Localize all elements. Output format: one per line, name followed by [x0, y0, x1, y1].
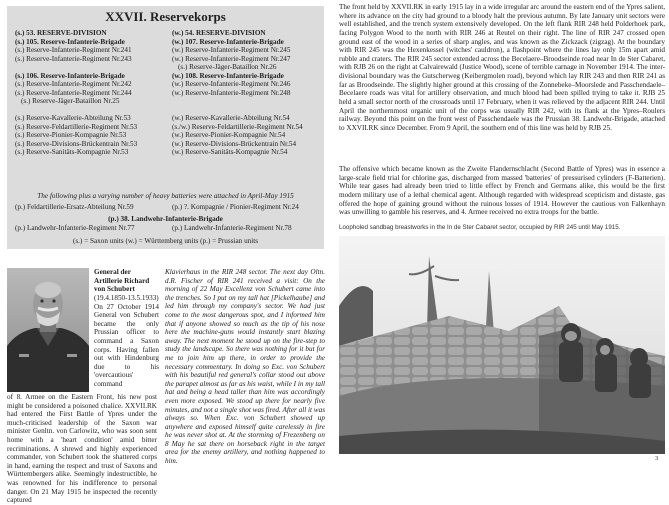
right-paragraph-1: The front held by XXVII.RK in early 1915 lay in a wide irregular arc around the eastern end of the Ypres salient, where its advance on the city had ground to a bloody halt the previous autumn. By late January unit sectors were well established, and the trench system extensively developed. On the left flank RIR 248 held Polderhoek park, facing Polygon Wood to the north with RIR 246 at Reutel on their right. The line of RIR 247 crossed open ground east of the wood in a series of sharp angles, and was known as the Zickzack (zigzag). At the boundary with RIR 245 was the Hexenkessel (witches' cauldron), a flashpoint where the lines lay only 15m apart amid rubble and craters. The RIR 245 sector extended across the Becelaere–Broodseinde road near In de Ster Cabaret, with RJB 26 on the right at Calvairewald (Justice Wood), scene of terrible carnage in November 1914. The inter-divisional boundary was the Gutscherweg (Keibergmolen road), beyond which lay RIR 243 and then RIR 241 as far as Broodseinde. The slightly higher ground at this crossing of the Zonnebeke–Moorslede and Passchendaele–Becelaere roads was vital for artillery observation, and much blood had been spilled trying to take it. RJB 25 held a small sector north of the crossroads until 17 February, when it was relieved by the adjacent RIR 244. Until April the northernmost organic unit of the corps was usually RIR 242, with its flank at the Ypres–Roulers railway. Beyond this point on the front west of Passchendaele was the Prussian 38. Landwehr-Brigade, attached to XXVII.RK since December. From 9 April, the southern end of this line was held by RJB 25.	[339, 3, 665, 132]
middle-intro: Klavierhaus in the RIR 248 sector. The next day Oltn. d.R. Fischer of RIR 241 received a visit:	[165, 268, 325, 285]
oob-line: (w.) Reserve-Divisions-Brückentrain Nr.54	[172, 139, 297, 148]
right-paragraph-2: The offensive which became known as the Zweite Flandernschlacht (Second Battle of Ypres) was in essence a large-scale field trial for chlorine gas, discharged from massed 'batteries' of pressurised cylinders (F-Batterien). While tear gases had already been tried to little effect by French and Germans alike, this would be the first modern military use of a lethal chemical agent. Although regarded with widespread scepticism and distaste, gas offered the hope of gaining ground without the ruinous losses of 1914. However the cautious von Falkenhayn was unwilling to gamble his reserves, and 4. Armee received no extra troops for the battle.	[339, 165, 665, 217]
oob-line: (s.) 105. Reserve-Infanterie-Brigade	[15, 37, 125, 46]
oob-line: (s.) Reserve-Pionier-Kompagnie Nr.53	[15, 131, 127, 139]
oob-line: (w.) Reserve-Infanterie-Regiment Nr.246	[172, 80, 291, 88]
landwehr-right: (p.) Landwehr-Infanterie-Regiment Nr.78	[172, 224, 292, 232]
oob-title: XXVII. Reservekorps	[105, 9, 226, 24]
middle-column	[165, 268, 325, 466]
oob-line	[15, 106, 165, 115]
oob-line: (s.) Reserve-Kavallerie-Abteilung Nr.53	[15, 114, 131, 122]
oob-line: (w.) 107. Reserve-Infanterie-Brigade	[172, 37, 284, 46]
oob-line: (w.) Reserve-Sanitäts-Kompagnie Nr.54	[172, 148, 288, 156]
oob-line: (s.) 53. RESERVE-DIVISION	[15, 29, 107, 37]
oob-note: The following plus a varying number of heavy batteries were attached in April-May 1915	[37, 192, 294, 200]
schubert-portrait-photo	[7, 268, 89, 392]
bio-continued-text: of 8. Armee on the Eastern Front, his new post might be considered a poisoned chalice. XXVII.RK had entered the First Battle of Ypres under the much-criticised leadership of the Saxon war minister Genltn. von Carlowitz, who was soon sent home with a 'heart condition' amid bitter recriminations. A shrewd and highly experienced commander, von Schubert took the shattered corps in hand, earning the respect and trust of Saxons and Württembergers alike. Seemingly indestructible, he was renowned for his indifference to personal danger. On 21 May 1915 he inspected the recently captured	[7, 393, 157, 505]
oob-line: (w.) 108. Reserve-Infanterie-Brigade	[172, 71, 284, 80]
oob-line: (s.) Reserve-Feldartillerie-Regiment Nr.53	[15, 122, 138, 131]
oob-line: (s.) Reserve-Jäger-Bataillon Nr.25	[21, 97, 120, 105]
landwehr-left: (p.) Landwehr-Infanterie-Regiment Nr.77	[15, 224, 135, 232]
oob-line: (s.) Reserve-Jäger-Bataillon Nr.26	[178, 63, 277, 71]
oob-line	[172, 97, 322, 106]
oob-line: (s.) Reserve-Infanterie-Regiment Nr.242	[15, 80, 132, 88]
landwehr-brigade: (p.) 38. Landwehr-Infanterie-Brigade	[108, 215, 223, 223]
bio-heading: General der Artillerie Richard von Schubert	[94, 268, 150, 294]
oob-line	[15, 63, 165, 72]
trench-photo	[339, 236, 665, 454]
schubert-quote: On the morning of 22 May Excellenz von Schubert came into the trenches. So I put on my tall hat [Pickelhaube] and led him through my company's sector. We had just come to the most dangerous spot, and I informed him that if anyone showed so much as the tip of his nose here the machine-guns would instantly start blazing away. The next moment he stood up on the fire-step to study the landscape. So there was nothing for it but for me to join him up there, in order to provide the necessary commentary. In doing so Exc. von Schubert with his beautiful red general's collar stood out above the parapet almost as far as his waist, while I in my tall hat and being a head taller than him was accordingly even more exposed. We stood up there for nearly five minutes, and not a single shot was fired. After all it was always so. When Exc. von Schubert showed up anywhere and exposed himself quite carelessly in fire he was never shot at. At the storming of Frezenberg on 8 May he sat there on horseback right in the target area for the enemy artillery, and nothing happened to him.	[165, 276, 325, 466]
oob-line	[172, 106, 322, 115]
order-of-battle-box	[7, 6, 324, 249]
oob-line: (s.) Reserve-Infanterie-Regiment Nr.241	[15, 46, 132, 54]
oob-line: (s.) Reserve-Infanterie-Regiment Nr.244	[15, 88, 132, 97]
oob-line: (w.) Reserve-Infanterie-Regiment Nr.245	[172, 46, 291, 54]
page-number: 3	[655, 455, 659, 462]
oob-line: (w.) Reserve-Kavallerie-Abteilung Nr.54	[172, 114, 290, 122]
oob-line: (s.) Reserve-Infanterie-Regiment Nr.243	[15, 54, 132, 63]
oob-footer: (s.) = Saxon units (w.) = Württemberg units (p.) = Prussian units	[72, 237, 259, 245]
oob-line: (w.) Reserve-Infanterie-Regiment Nr.247	[172, 54, 291, 63]
oob-line: (s.) Reserve-Divisions-Brückentrain Nr.53	[15, 139, 138, 148]
oob-line: (s./w.) Reserve-Feldartillerie-Regiment Nr.54	[172, 122, 303, 131]
oob-line: (s.) 106. Reserve-Infanterie-Brigade	[15, 71, 125, 80]
oob-line: (w.) Reserve-Pionier-Kompagnie Nr.54	[172, 131, 286, 139]
bio-side-text: (19.4.1850-13.5.1933) On 27 October 1914 General von Schubert became the only Prussian officer to command a Saxon corps. Having fallen out with Hindenburg due to his 'overcautious' command	[94, 294, 159, 388]
photo-caption: Loopholed sandbag breastworks in the In de Ster Cabaret sector, occupied by RIR 245 until May 1915.	[339, 224, 621, 231]
oob-left-column	[15, 29, 165, 157]
oob-line: (w.) 54. RESERVE-DIVISION	[172, 29, 266, 37]
oob-line: (w.) Reserve-Infanterie-Regiment Nr.248	[172, 88, 291, 97]
attached-right: (p.) ?. Kompagnie / Pionier-Regiment Nr.24	[172, 203, 299, 211]
oob-line: (s.) Reserve-Sanitäts-Kompagnie Nr.53	[15, 148, 129, 156]
attached-left: (p.) Feldartillerie-Ersatz-Abteilung Nr.59	[15, 203, 134, 211]
oob-right-column	[172, 29, 322, 157]
